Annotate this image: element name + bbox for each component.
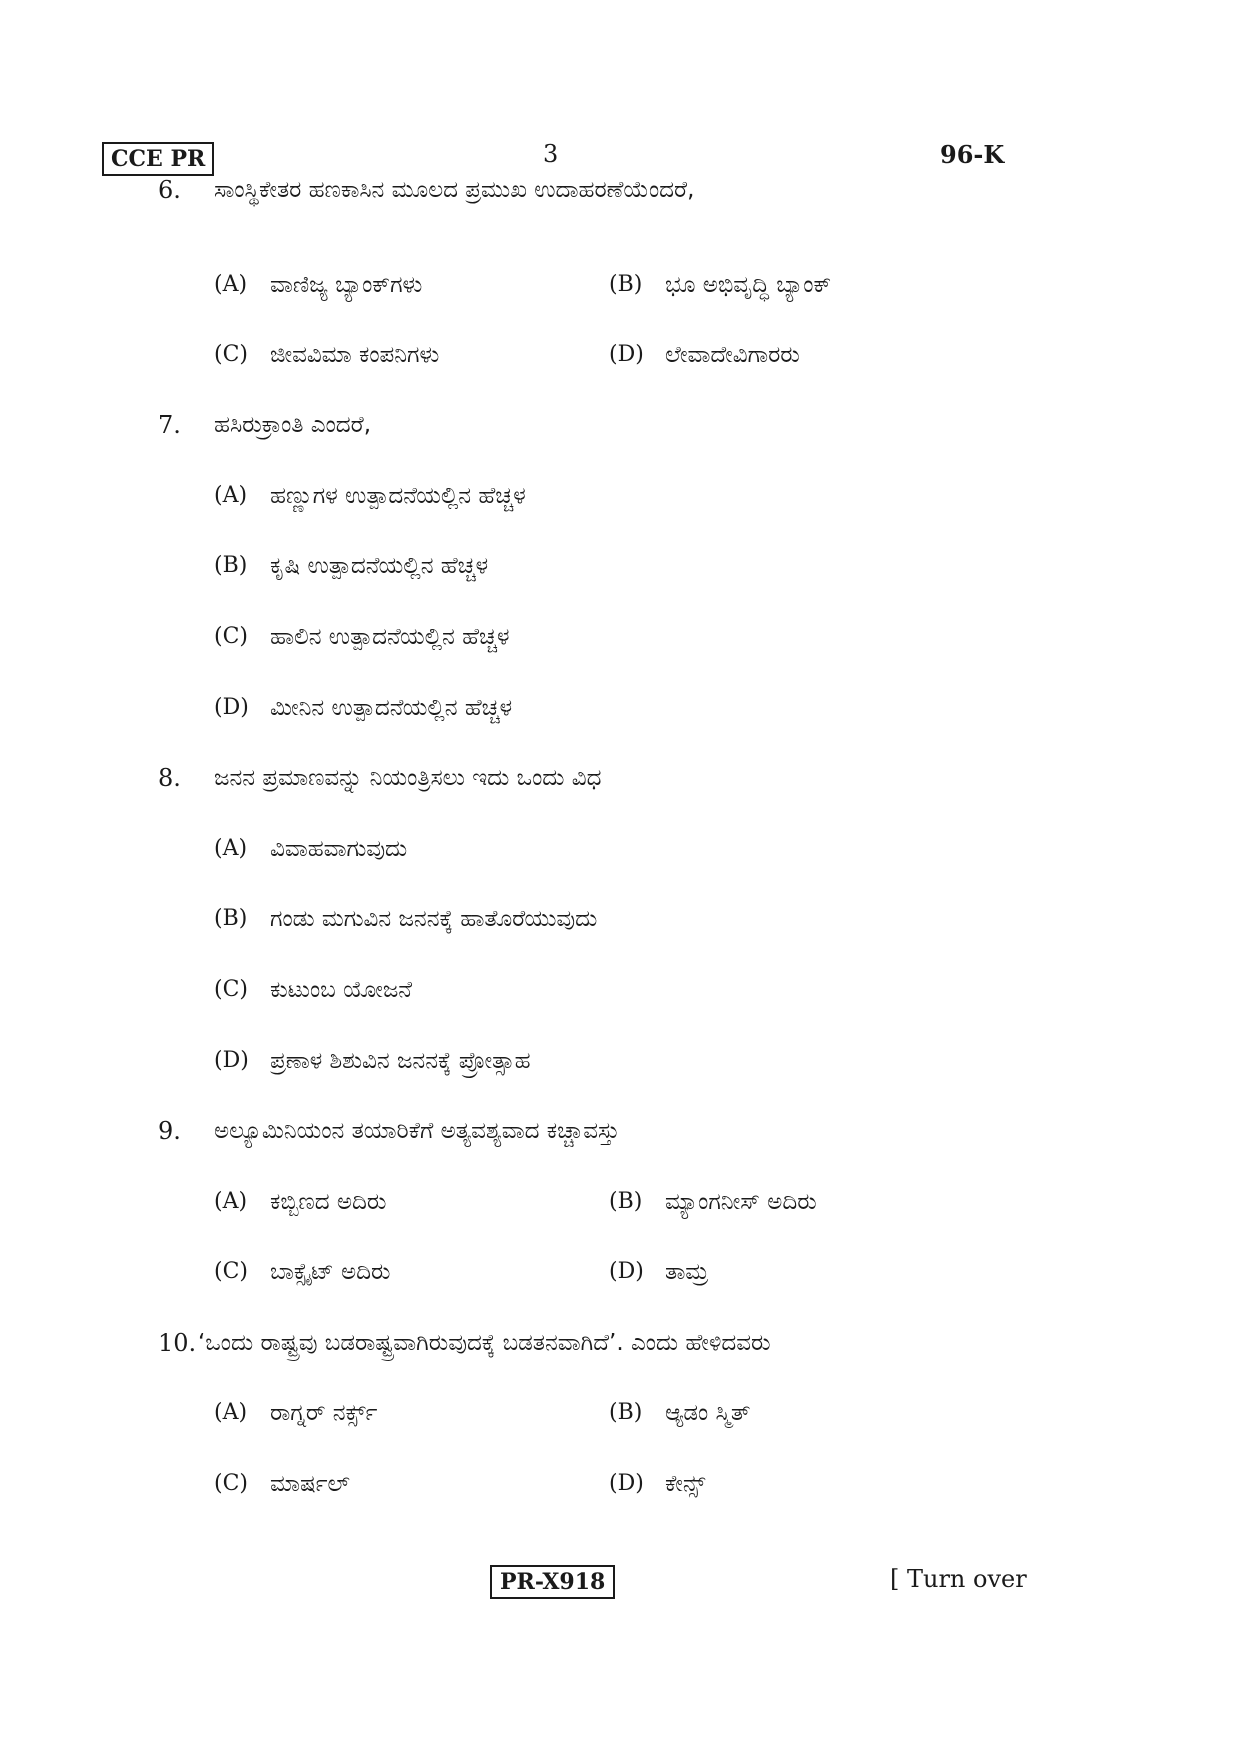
option-text: ಆ್ಯಡಂ ಸ್ಮಿತ್ xyxy=(665,1400,751,1426)
option-10b xyxy=(609,1393,1029,1433)
option-label: (A) xyxy=(214,483,248,508)
option-label: (D) xyxy=(609,342,644,367)
option-label: (C) xyxy=(214,342,248,367)
question-text: ಜನನ ಪ್ರಮಾಣವನ್ನು ನಿಯಂತ್ರಿಸಲು ಇದು ಒಂದು ವಿಧ xyxy=(214,765,602,791)
option-label: (C) xyxy=(214,977,248,1002)
turn-over-note: [ Turn over xyxy=(890,1565,1027,1593)
option-label: (C) xyxy=(214,1259,248,1284)
option-label: (D) xyxy=(214,1048,249,1073)
question-10 xyxy=(0,1323,1240,1363)
question-text: ಅಲ್ಯೂಮಿನಿಯಂನ ತಯಾರಿಕೆಗೆ ಅತ್ಯವಶ್ಯವಾದ ಕಚ್ಚಾವಸ್ತು xyxy=(214,1118,620,1144)
option-text: ಮೀನಿನ ಉತ್ಪಾದನೆಯಲ್ಲಿನ ಹೆಚ್ಚಳ xyxy=(270,695,513,721)
option-10c xyxy=(214,1464,594,1504)
option-6c xyxy=(214,335,594,375)
footer-code: PR-X918 xyxy=(490,1565,615,1599)
option-text: ಪ್ರಣಾಳ ಶಿಶುವಿನ ಜನನಕ್ಕೆ ಪ್ರೋತ್ಸಾಹ xyxy=(270,1048,531,1074)
option-8d xyxy=(214,1041,914,1081)
question-number: 7. xyxy=(158,411,181,439)
option-label: (D) xyxy=(609,1259,644,1284)
series-label: CCE PR xyxy=(102,142,214,176)
option-label: (A) xyxy=(214,1189,248,1214)
question-number: 6. xyxy=(158,176,181,204)
option-text: ಕುಟುಂಬ ಯೋಜನೆ xyxy=(270,977,412,1003)
option-text: ರಾಗ್ನರ್ ನರ್ಕ್ಸ್ xyxy=(270,1400,378,1426)
option-label: (B) xyxy=(609,1400,643,1425)
option-7b xyxy=(214,546,914,586)
paper-code: 96-K xyxy=(940,140,1005,169)
option-text: ಗಂಡು ಮಗುವಿನ ಜನನಕ್ಕೆ ಹಾತೊರೆಯುವುದು xyxy=(270,906,598,932)
option-text: ಬಾಕ್ಸೈಟ್ ಅದಿರು xyxy=(270,1259,391,1285)
option-label: (C) xyxy=(214,624,248,649)
option-text: ಕೇನ್ಸ್ xyxy=(665,1471,706,1497)
option-text: ಭೂ ಅಭಿವೃದ್ಧಿ ಬ್ಯಾಂಕ್ xyxy=(665,272,832,298)
question-text: ‘ಒಂದು ರಾಷ್ಟ್ರವು ಬಡರಾಷ್ಟ್ರವಾಗಿರುವುದಕ್ಕೆ ಬಡತನವಾಗಿದೆ’. ಎಂದು ಹೇಳಿದವರು xyxy=(198,1330,771,1356)
option-9a xyxy=(214,1182,594,1222)
option-text: ತಾಮ್ರ xyxy=(665,1259,709,1285)
option-label: (B) xyxy=(214,906,248,931)
option-7d xyxy=(214,688,914,728)
option-8b xyxy=(214,899,914,939)
option-label: (B) xyxy=(214,553,248,578)
option-10a xyxy=(214,1393,594,1433)
question-7 xyxy=(0,405,1240,445)
option-9b xyxy=(609,1182,1029,1222)
option-6a xyxy=(214,265,594,305)
option-label: (D) xyxy=(214,695,249,720)
question-number: 8. xyxy=(158,764,181,792)
option-9c xyxy=(214,1252,594,1292)
question-number: 10. xyxy=(158,1329,197,1357)
option-text: ಕಬ್ಬಿಣದ ಅದಿರು xyxy=(270,1189,387,1215)
option-label: (A) xyxy=(214,1400,248,1425)
option-label: (D) xyxy=(609,1471,644,1496)
option-text: ವಾಣಿಜ್ಯ ಬ್ಯಾಂಕ್‌ಗಳು xyxy=(270,272,423,298)
option-6b xyxy=(609,265,1029,305)
option-7a xyxy=(214,476,914,516)
option-text: ಜೀವವಿಮಾ ಕಂಪನಿಗಳು xyxy=(270,342,440,368)
question-number: 9. xyxy=(158,1117,181,1145)
option-8c xyxy=(214,970,914,1010)
option-8a xyxy=(214,829,914,869)
option-9d xyxy=(609,1252,1029,1292)
option-text: ಮಾರ್ಷಲ್ xyxy=(270,1471,350,1497)
option-label: (B) xyxy=(609,272,643,297)
option-text: ವಿವಾಹವಾಗುವುದು xyxy=(270,836,408,862)
question-8 xyxy=(0,758,1240,798)
question-text: ಸಾಂಸ್ಥಿಕೇತರ ಹಣಕಾಸಿನ ಮೂಲದ ಪ್ರಮುಖ ಉದಾಹರಣೆಯೆಂದರೆ, xyxy=(214,177,695,203)
option-7c xyxy=(214,617,914,657)
page-number: 3 xyxy=(543,140,559,168)
question-6 xyxy=(0,170,1240,210)
option-label: (C) xyxy=(214,1471,248,1496)
option-text: ಹಣ್ಣುಗಳ ಉತ್ಪಾದನೆಯಲ್ಲಿನ ಹೆಚ್ಚಳ xyxy=(270,483,526,509)
option-text: ಲೇವಾದೇವಿಗಾರರು xyxy=(665,342,800,368)
option-6d xyxy=(609,335,1029,375)
option-label: (A) xyxy=(214,272,248,297)
option-text: ಹಾಲಿನ ಉತ್ಪಾದನೆಯಲ್ಲಿನ ಹೆಚ್ಚಳ xyxy=(270,624,510,650)
option-label: (A) xyxy=(214,836,248,861)
option-text: ಕೃಷಿ ಉತ್ಪಾದನೆಯಲ್ಲಿನ ಹೆಚ್ಚಳ xyxy=(270,553,489,579)
option-text: ಮ್ಯಾಂಗನೀಸ್ ಅದಿರು xyxy=(665,1189,817,1215)
question-text: ಹಸಿರುಕ್ರಾಂತಿ ಎಂದರೆ, xyxy=(214,412,372,438)
option-10d xyxy=(609,1464,1029,1504)
option-label: (B) xyxy=(609,1189,643,1214)
question-9 xyxy=(0,1111,1240,1151)
